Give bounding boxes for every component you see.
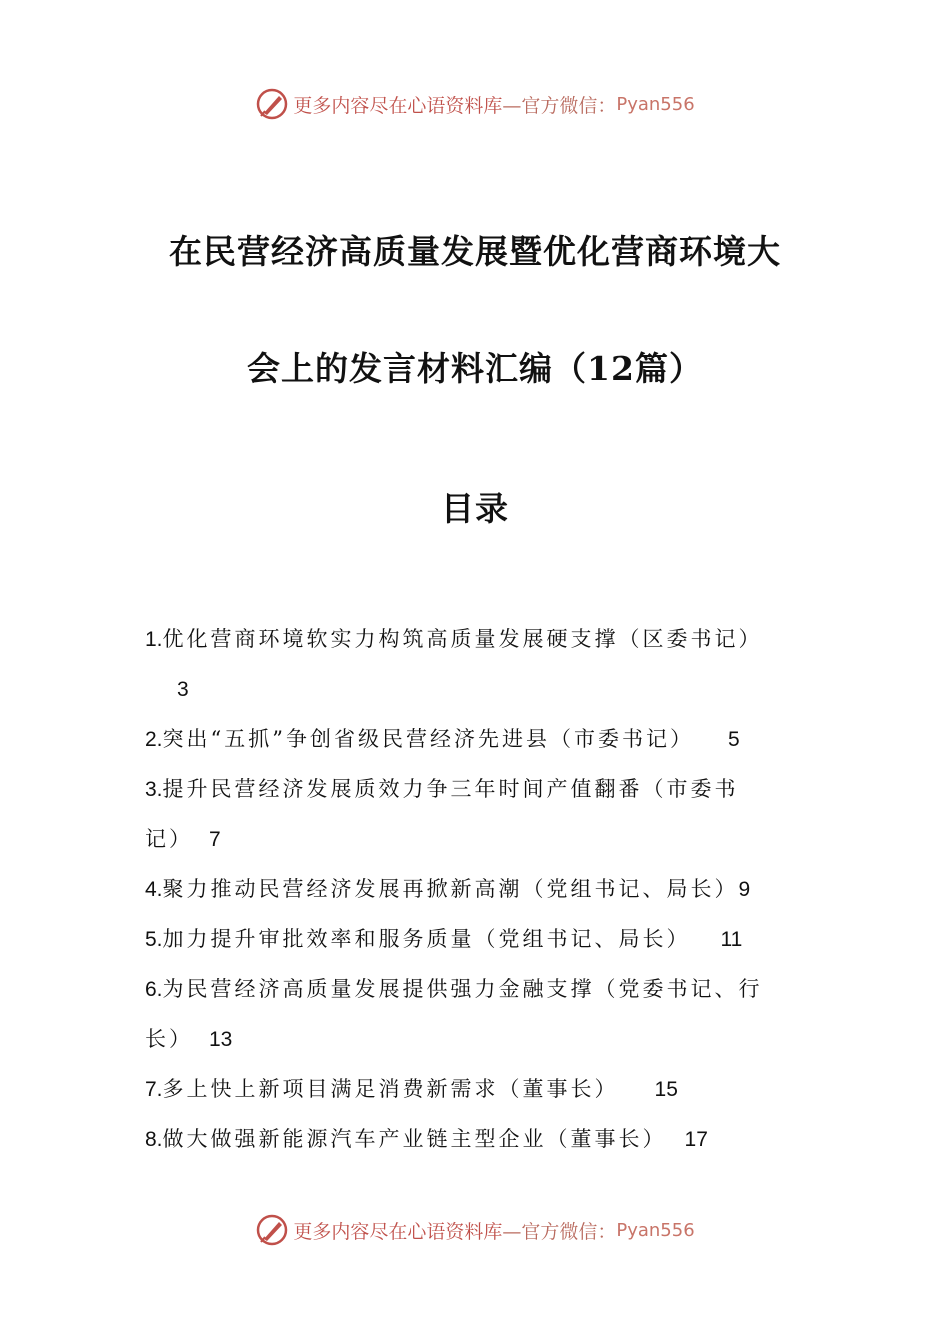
toc-entry-number: 5. [145,928,163,951]
watermark-brand: 更多内容尽在心语资料库 [293,1220,503,1243]
toc-entry-page: 9 [738,878,751,901]
toc-entry-8[interactable] [145,1114,805,1164]
toc-entry-number: 4. [145,878,163,901]
watermark-account: Pyan556 [616,93,695,115]
toc-entry-text-continued: 长） [145,1027,193,1051]
toc-entry-3-continuation [145,814,805,864]
footer-watermark [0,1210,950,1250]
toc-entry-2[interactable] [145,714,805,764]
toc-entry-4[interactable] [145,864,805,914]
watermark-account: Pyan556 [616,1219,695,1241]
toc-entry-number: 3. [145,778,163,801]
toc-entry-text: 加力提升审批效率和服务质量（党组书记、局长） [162,927,691,951]
toc-entry-number: 8. [145,1128,163,1151]
toc-entry-number: 2. [145,728,163,751]
toc-entry-text: 做大做强新能源汽车产业链主型企业（董事长） [162,1127,667,1151]
toc-entry-page: 13 [209,1028,233,1051]
toc-entry-text: 提升民营经济发展质效力争三年时间产值翻番（市委书 [162,777,739,801]
document-title-line2: 会上的发言材料汇编（12篇） [247,349,703,388]
watermark-suffix: —官方微信： [502,94,617,117]
toc-entry-number: 1. [145,628,163,651]
watermark-brand: 更多内容尽在心语资料库 [293,94,503,117]
toc-entry-number: 7. [145,1078,163,1101]
quill-logo-icon [255,87,289,121]
toc-list [145,614,805,1164]
toc-entry-1-page-line [145,664,805,714]
toc-entry-text: 为民营经济高质量发展提供强力金融支撑（党委书记、行 [162,977,763,1001]
toc-entry-7[interactable] [145,1064,805,1114]
header-watermark [0,84,950,124]
toc-entry-3[interactable] [145,764,805,814]
toc-entry-page: 7 [209,828,221,851]
toc-entry-6[interactable] [145,964,805,1014]
toc-entry-text: 优化营商环境软实力构筑高质量发展硬支撑（区委书记） [162,627,763,651]
toc-entry-text-continued: 记） [145,827,193,851]
toc-entry-1[interactable] [145,614,805,664]
toc-entry-page: 11 [720,928,743,951]
toc-entry-6-continuation [145,1014,805,1064]
toc-entry-page: 3 [177,678,189,701]
toc-entry-page: 5 [728,728,740,751]
document-title-line1: 在民营经济高质量发展暨优化营商环境大 [169,232,781,271]
toc-entry-text: 突出“五抓”争创省级民营经济先进县（市委书记） [162,727,694,751]
toc-entry-page: 15 [654,1078,678,1101]
toc-entry-text: 聚力推动民营经济发展再掀新高潮（党组书记、局长） [162,877,739,901]
toc-entry-5[interactable] [145,914,805,964]
toc-entry-number: 6. [145,978,163,1001]
watermark-suffix: —官方微信： [502,1220,617,1243]
toc-entry-page: 17 [684,1128,708,1151]
toc-heading: 目录 [441,489,509,528]
quill-logo-icon [255,1213,289,1247]
toc-entry-text: 多上快上新项目满足消费新需求（董事长） [162,1077,619,1101]
